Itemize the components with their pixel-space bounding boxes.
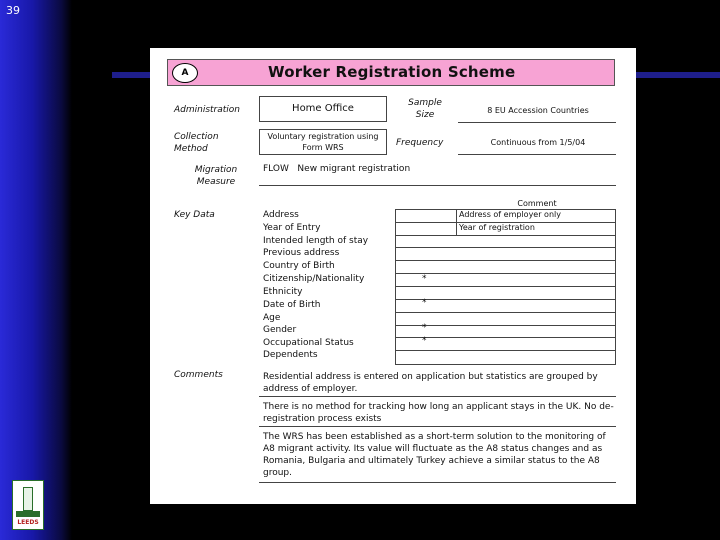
key-data-row-divider [395,273,616,274]
key-data-mark: * [422,298,427,308]
logo-text: LEEDS [17,519,39,526]
header-rule-right [636,72,720,78]
logo-base [16,511,40,517]
key-data-mark: * [422,323,427,333]
key-data-row-divider [395,350,616,351]
frequency-underline [458,154,616,155]
collection-method-value: Voluntary registration using Form WRS [267,132,379,152]
key-data-item: Ethnicity [263,287,303,297]
frequency-label: Frequency [396,138,444,148]
comment-divider [259,396,616,397]
comments-label: Comments [174,370,223,380]
key-data-item: Date of Birth [263,300,321,310]
slide-sidebar [0,0,72,540]
administration-label: Administration [174,105,241,115]
key-data-item: Previous address [263,248,340,258]
university-logo [12,480,44,530]
header-rule-left [112,72,150,78]
key-data-row-divider [395,286,616,287]
comment-paragraph: The WRS has been established as a short-term solution to the monitoring of A8 migrant activity. Its value will fluctuate as the A8 status changes and as Romania, Bulgaria and ultimately Turkey achieve a similar status to the A8 group. [263,432,606,478]
key-data-row-divider [395,260,616,261]
collection-method-label: Collection Method [174,132,219,154]
administration-value: Home Office [292,103,354,114]
tower-icon [23,487,33,511]
comment-divider [259,482,616,483]
form-title: Worker Registration Scheme [268,63,516,81]
comment-paragraph: Residential address is entered on application but statistics are grouped by address of employer. [263,372,598,394]
collection-method-box [259,129,387,155]
registration-form-panel [150,48,636,504]
key-data-item: Gender [263,325,297,335]
key-data-item: Intended length of stay [263,236,369,246]
migration-measure-underline [259,185,616,186]
key-data-item: Year of Entry [263,223,321,233]
slide-number: 39 [6,4,20,17]
migration-measure-label: Migration Measure [194,165,238,187]
comment-paragraph: There is no method for tracking how long an applicant stays in the UK. No de-registration process exists [263,402,614,424]
comment-column-header: Comment [517,199,557,208]
sample-size-value: 8 EU Accession Countries [487,106,589,115]
key-data-mark: * [422,336,427,346]
key-data-item: Occupational Status [263,338,354,348]
key-data-item: Country of Birth [263,261,335,271]
key-data-item: Address [263,210,299,220]
key-data-table [395,209,616,365]
sample-size-label: Sample Size [408,98,442,120]
key-data-row-divider [395,337,616,338]
frequency-value: Continuous from 1/5/04 [490,138,586,147]
key-data-row-divider [395,299,616,300]
key-data-comment: Address of employer only [459,210,561,219]
migration-measure-value: FLOW New migrant registration [263,164,411,174]
key-data-row-divider [395,247,616,248]
key-data-label: Key Data [174,210,215,220]
key-data-row-divider [395,312,616,313]
key-data-mark: * [422,274,427,284]
key-data-comment: Year of registration [459,223,535,232]
key-data-item: Dependents [263,350,318,360]
comment-divider [259,426,616,427]
administration-box [259,96,387,122]
key-data-item: Age [263,313,281,323]
form-title-bar [167,59,615,86]
key-data-row-divider [395,235,616,236]
key-data-row-divider [395,325,616,326]
key-data-item: Citizenship/Nationality [263,274,365,284]
sample-size-underline [458,122,616,123]
section-badge: A [172,63,198,83]
